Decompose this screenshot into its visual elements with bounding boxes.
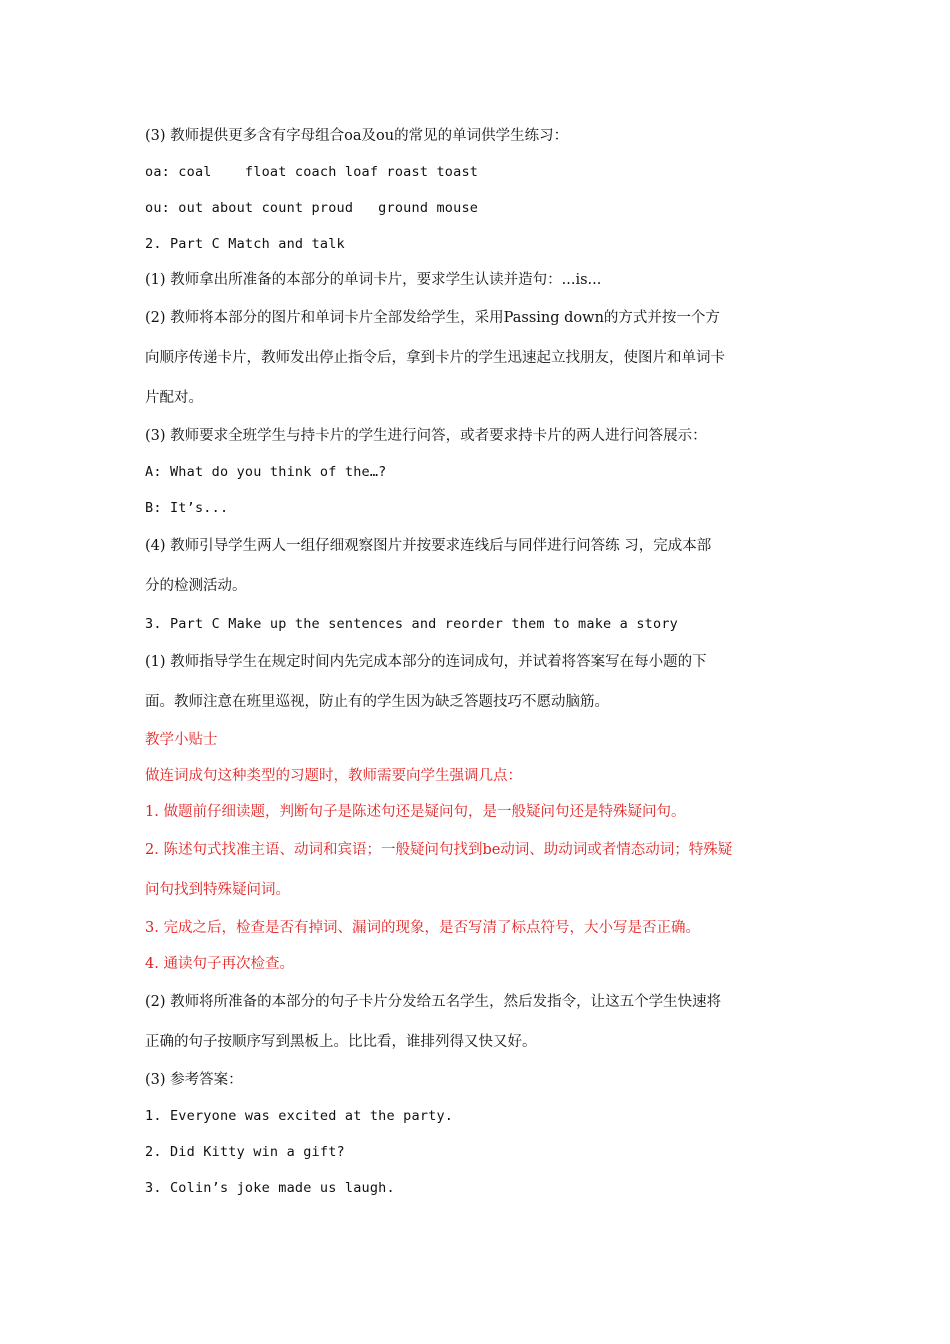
tip-intro: 做连词成句这种类型的习题时，教师需要向学生强调几点： bbox=[145, 768, 522, 784]
section-heading-make-up-sentences: 3. Part C Make up the sentences and reorder them to make a story bbox=[145, 616, 678, 632]
match-step-2-line-3: 片配对。 bbox=[145, 390, 203, 406]
sentence-step-2-line-2: 正确的句子按顺序写到黑板上。比比看，谁排列得又快又好。 bbox=[145, 1034, 537, 1050]
answer-1: 1. Everyone was excited at the party. bbox=[145, 1108, 454, 1124]
sentence-step-1-line-2: 面。教师注意在班里巡视，防止有的学生因为缺乏答题技巧不愿动脑筋。 bbox=[145, 694, 609, 710]
match-step-4-line-1: (4) 教师引导学生两人一组仔细观察图片并按要求连线后与同伴进行问答练 习，完成本部 bbox=[145, 538, 712, 554]
sentence-step-2-line-1: (2) 教师将所准备的本部分的句子卡片分发给五名学生，然后发指令，让这五个学生快速将 bbox=[145, 994, 722, 1010]
oa-word-list: oa: coal float coach loaf roast toast bbox=[145, 164, 479, 180]
ou-word-list: ou: out about count proud ground mouse bbox=[145, 200, 479, 216]
tip-item-2-line-1: 2. 陈述句式找准主语、动词和宾语；一般疑问句找到be动词、助动词或者情态动词；特殊疑 bbox=[145, 842, 733, 858]
dialogue-a: A: What do you think of the…? bbox=[145, 464, 387, 480]
tip-item-4: 4. 通读句子再次检查。 bbox=[145, 956, 294, 972]
step-3-intro: (3) 教师提供更多含有字母组合oa及ou的常见的单词供学生练习： bbox=[145, 128, 569, 144]
sentence-step-1-line-1: (1) 教师指导学生在规定时间内先完成本部分的连词成句，并试着将答案写在每小题的下 bbox=[145, 654, 707, 670]
dialogue-b: B: It’s... bbox=[145, 500, 229, 516]
document-page bbox=[145, 118, 815, 1206]
answer-2: 2. Did Kitty win a gift? bbox=[145, 1144, 345, 1160]
match-step-2-line-1: (2) 教师将本部分的图片和单词卡片全部发给学生，采用Passing down的方式并按一个方 bbox=[145, 310, 720, 326]
tip-title: 教学小贴士 bbox=[145, 732, 218, 748]
match-step-3: (3) 教师要求全班学生与持卡片的学生进行问答，或者要求持卡片的两人进行问答展示： bbox=[145, 428, 707, 444]
section-heading-match-and-talk: 2. Part C Match and talk bbox=[145, 236, 345, 252]
match-step-2-line-2: 向顺序传递卡片，教师发出停止指令后，拿到卡片的学生迅速起立找朋友，使图片和单词卡 bbox=[145, 350, 725, 366]
match-step-4-line-2: 分的检测活动。 bbox=[145, 578, 247, 594]
tip-item-1: 1. 做题前仔细读题，判断句子是陈述句还是疑问句，是一般疑问句还是特殊疑问句。 bbox=[145, 804, 686, 820]
match-step-1: (1) 教师拿出所准备的本部分的单词卡片，要求学生认读并造句：...is... bbox=[145, 272, 602, 288]
sentence-step-3: (3) 参考答案： bbox=[145, 1072, 243, 1088]
tip-item-2-line-2: 问句找到特殊疑问词。 bbox=[145, 882, 290, 898]
tip-item-3: 3. 完成之后，检查是否有掉词、漏词的现象，是否写清了标点符号，大小写是否正确。 bbox=[145, 920, 700, 936]
answer-3: 3. Colin’s joke made us laugh. bbox=[145, 1180, 395, 1196]
